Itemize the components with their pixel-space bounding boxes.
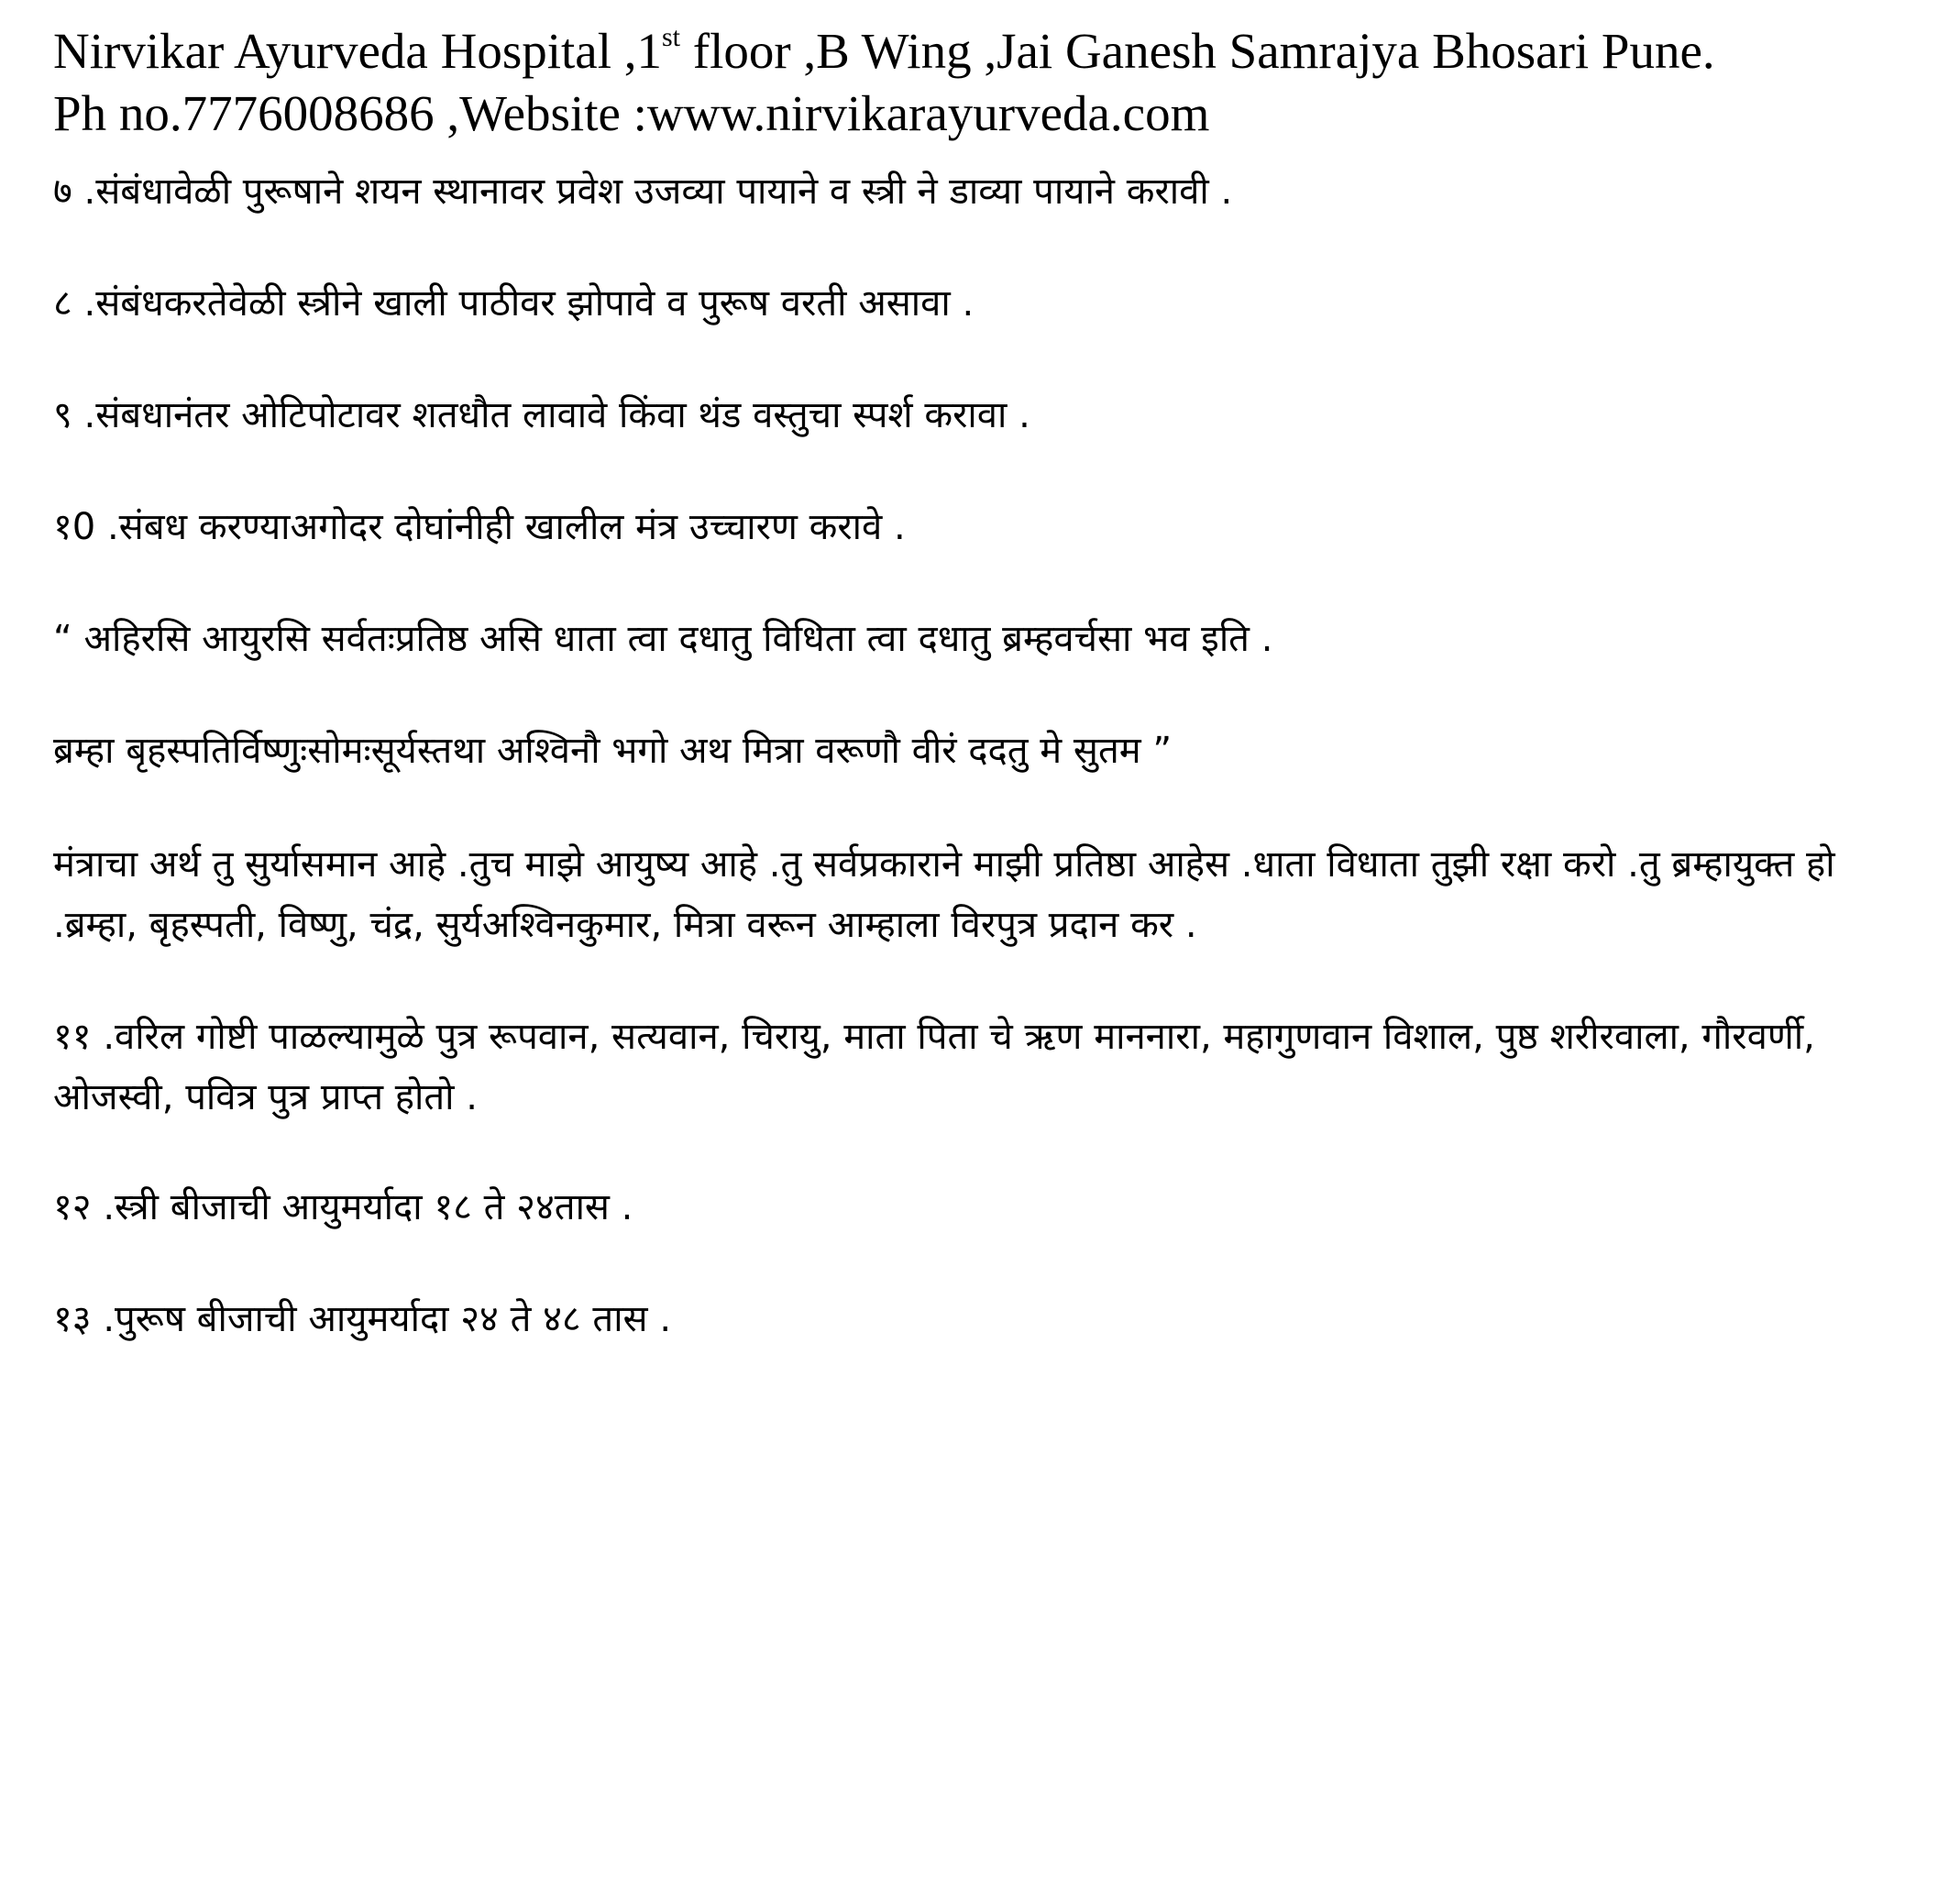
hospital-header	[53, 20, 1923, 145]
item-11: ११ .वरिल गोष्टी पाळल्यामुळे पुत्र रूपवान, सत्यवान, चिरायु, माता पिता चे ऋण माननारा, महागुणवान विशाल, पुष्ठ शरीरवाला, गौरवर्णी, ओजस्वी, पवित्र पुत्र प्राप्त होतो .	[53, 1016, 1815, 1118]
mantra-meaning: मंत्राचा अर्थ तु सुर्यासमान आहे .तुच माझे आयुष्य आहे .तु सर्वप्रकाराने माझी प्रतिष्ठा आहेस .धाता विधाता तुझी रक्षा करो .तु ब्रम्हायुक्त हो .ब्रम्हा, बृहस्पती, विष्णु, चंद्र, सुर्यअश्विनकुमार, मित्रा वरून आम्हाला विरपुत्र प्रदान कर .	[53, 843, 1835, 946]
header-address-post: floor ,B Wing ,Jai Ganesh Samrajya Bhosari Pune.	[680, 23, 1715, 79]
mantra-line-1: “ अहिरसि आयुरसि सर्वतःप्रतिष्ठ असि धाता त्वा दधातु विधिता त्वा दधातु ब्रम्हवर्चसा भव इति .	[53, 618, 1273, 660]
item-12: १२ .स्त्री बीजाची आयुमर्यादा १८ ते २४तास .	[53, 1186, 633, 1228]
document-body	[53, 163, 1859, 1403]
mantra-line-2: ब्रम्हा बृहस्पतिर्विष्णुःसोमःसूर्यस्तथा अश्विनौ भगो अथ मित्रा वरूणौ वीरं ददतु मे सुतम ”	[53, 730, 1173, 772]
item-8: ८ .संबंधकरतेवेळी स्त्रीने खाली पाठीवर झोपावे व पुरूष वरती असावा .	[53, 282, 974, 325]
item-10: १0 .संबध करण्याअगोदर दोघांनीही खालील मंत्र उच्चारण करावे .	[53, 506, 906, 548]
header-ordinal-suffix: st	[661, 22, 680, 52]
item-7: ७ .संबंधावेळी पुरूषाने शयन स्थानावर प्रवेश उजव्या पायाने व स्त्री ने डाव्या पायाने करावी .	[53, 171, 1233, 213]
header-address-pre: Nirvikar Ayurveda Hospital ,1	[53, 23, 662, 79]
item-13: १३ .पुरूष बीजाची आयुमर्यादा २४ ते ४८ तास .	[53, 1298, 672, 1340]
header-contact-line: Ph no.7776008686 ,Website :www.nirvikarayurveda.com	[53, 85, 1210, 141]
item-9: ९ .संबधानंतर ओटिपोटावर शतधौत लावावे किंवा थंड वस्तुचा स्पर्श करावा .	[53, 394, 1030, 436]
header-address-line	[53, 20, 1923, 83]
